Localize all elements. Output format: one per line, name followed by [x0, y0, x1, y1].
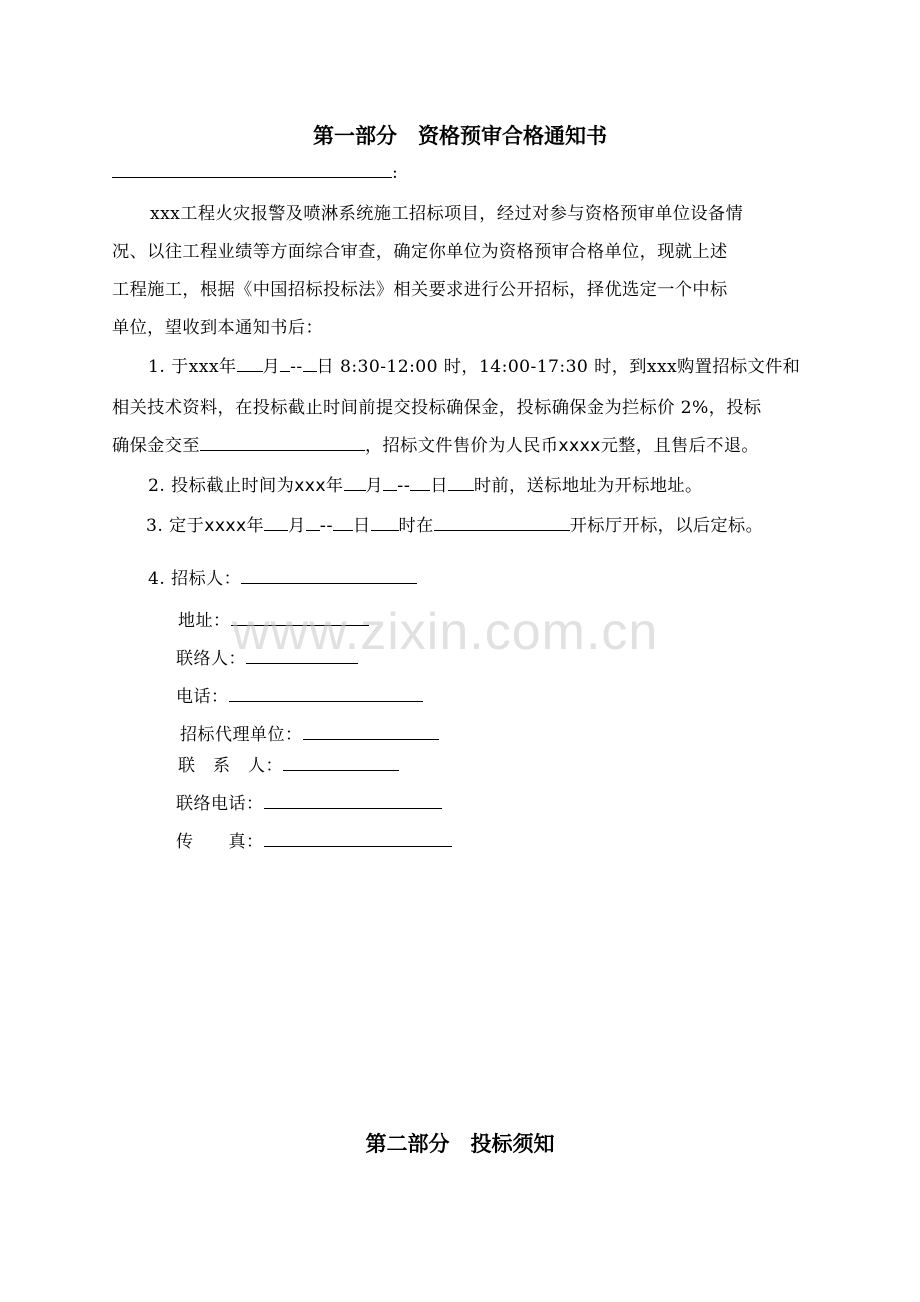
watermark: www.zixin.com.cn [232, 603, 659, 661]
item1-dash: -- [290, 357, 303, 377]
item3-hour: 时 [398, 516, 417, 536]
item1-month: 月 [262, 357, 281, 377]
item2-suffix: 前，送标地址为开标地址。 [491, 476, 703, 496]
item3-suffix: 开标厅开标，以后定标。 [569, 516, 764, 536]
blank [264, 529, 288, 531]
item1-line-2: 相关技术资料，在投标截止时间前提交投标确保金，投标确保金为拦标价 2%，投标 [112, 398, 762, 418]
blank [280, 370, 290, 372]
item3-month: 月 [288, 516, 306, 536]
item3-dash: -- [319, 516, 333, 536]
fax-field [176, 827, 452, 852]
item1-line-1 [148, 352, 800, 377]
agency-contact-label: 联 系 人： [178, 756, 283, 776]
address-label: 地址： [178, 611, 231, 631]
blank [448, 489, 474, 491]
venue-blank [434, 529, 570, 531]
item1-line3-a: 确保金交至 [112, 436, 200, 456]
agency-phone-label: 联络电话： [176, 794, 264, 814]
blank [237, 370, 263, 372]
item2-line [148, 471, 703, 496]
item1-prefix: 1. 于xxx年 [148, 357, 237, 377]
item3-day: 日 [352, 516, 371, 536]
phone-label: 电话： [176, 687, 229, 707]
fax-blank[interactable] [264, 845, 452, 847]
fax-label: 传 真： [176, 832, 264, 852]
blank [371, 529, 399, 531]
tenderer-label: 4. 招标人： [148, 569, 242, 589]
item3-year: xxxx年 [204, 516, 265, 536]
blank [383, 489, 397, 491]
item3-line [146, 511, 763, 536]
item2-hour: 时 [473, 476, 492, 496]
blank [410, 489, 430, 491]
tenderer-field [148, 564, 417, 589]
part1-title: 第一部分 资格预审合格通知书 [313, 124, 607, 148]
intro-line-2: 况、以往工程业绩等方面综合审查，确定你单位为资格预审合格单位，现就上述 [112, 242, 728, 262]
intro-line-1: xxx工程火灾报警及喷淋系统施工招标项目，经过对参与资格预审单位设备情 [150, 204, 744, 224]
item2-month: 月 [365, 476, 384, 496]
contact-label: 联络人： [176, 649, 246, 669]
agency-phone-blank[interactable] [264, 807, 442, 809]
deposit-blank [200, 449, 365, 451]
intro-line-4: 单位，望收到本通知书后： [112, 318, 324, 338]
item3-prefix: 3. 定于 [146, 516, 205, 536]
agency-label: 招标代理单位： [180, 725, 303, 745]
blank [306, 529, 320, 531]
item2-dash: -- [397, 476, 411, 496]
agency-blank[interactable] [303, 738, 439, 740]
agency-contact-blank[interactable] [283, 769, 399, 771]
item2-year: xxx年 [294, 476, 344, 496]
phone-field [176, 682, 423, 707]
agency-field [180, 720, 439, 745]
blank [344, 489, 366, 491]
contact-blank[interactable] [246, 662, 358, 664]
item1-day-time: 日 8:30-12:00 时，14:00-17:30 时，到xxx购置招标文件和 [316, 357, 801, 377]
item1-line3-c: 整，且售后不退。 [618, 436, 759, 456]
blank [333, 529, 353, 531]
blank [303, 370, 317, 372]
item1-line3-b: ，招标文件售价为人民币 [364, 436, 559, 456]
item1-line-3 [112, 431, 759, 456]
item2-day: 日 [430, 476, 448, 496]
item3-mid: 在 [416, 516, 434, 536]
item2-prefix: 2. 投标截止时间为 [148, 476, 295, 496]
recipient-blank [112, 176, 392, 178]
intro-line-3: 工程施工，根据《中国招标投标法》相关要求进行公开招标，择优选定一个中标 [112, 280, 728, 300]
tenderer-blank[interactable] [241, 582, 417, 584]
salutation-colon: : [392, 163, 399, 183]
salutation-line [112, 163, 398, 183]
item1-price: xxxx元 [558, 436, 619, 456]
phone-blank[interactable] [229, 700, 423, 702]
agency-contact-field [178, 751, 399, 776]
agency-phone-field [176, 789, 442, 814]
part2-title: 第二部分 投标须知 [365, 1132, 555, 1156]
